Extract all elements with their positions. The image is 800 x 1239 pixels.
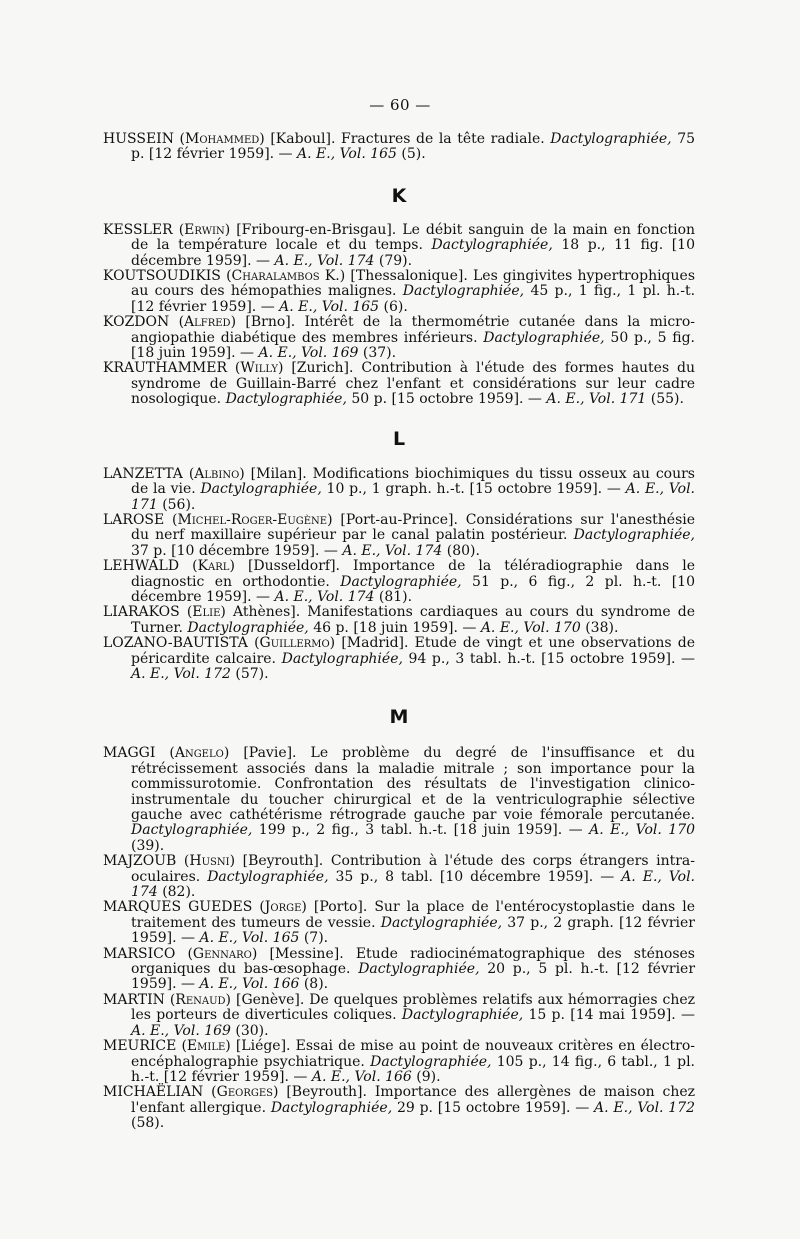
thesis-title: Sur la place de l'entérocystoplastie dans le traitement des tumeurs de vessie.	[131, 899, 695, 931]
bibliography-entry	[103, 605, 695, 636]
author-given-name: (Alfred)	[178, 314, 237, 331]
page-number: — 60 —	[369, 96, 431, 114]
author-given-name: (Georges)	[211, 1084, 279, 1101]
publication-details: 18 p., 11 fig. [10 décembre 1959]. —	[131, 237, 696, 269]
thesis-title: Le problème du degré de l'insuffisance et du rétrécissement associés dans la maladie mitrale ; son importance pour la commissurotomie. Confrontation des résultats de l'investigation clinico-instrumentale du toucher chirurgical et de la ventriculographie sélective gauche avec cathétérisme rétrograde gauche par voie fémorale percutanée.	[131, 745, 696, 823]
volume-reference: A. E., Vol. 170	[480, 619, 581, 636]
author-place: [Porto].	[313, 899, 368, 916]
publication-details: 35 p., 8 tabl. [10 décembre 1959]. —	[335, 868, 615, 885]
volume-reference: A. E., Vol. 174	[342, 542, 443, 559]
volume-reference: A. E., Vol. 172	[131, 665, 231, 682]
author-place: [Zurich].	[291, 360, 354, 377]
author-given-name: (Gennaro)	[187, 945, 258, 962]
publication-type: Dactylographiée,	[225, 391, 347, 408]
author-given-name: (Erwin)	[178, 221, 231, 238]
author-surname: MARSICO	[103, 945, 176, 962]
volume-reference: A. E., Vol. 169	[258, 345, 359, 362]
thesis-title: Etude radiocinématographique des sténoses organiques du bas-œsophage.	[131, 945, 695, 978]
thesis-title: Intérêt de la thermométrie cutanée dans la micro-angiopathie diabétique des membres inférieurs.	[131, 314, 696, 346]
author-surname: KRAUTHAMMER	[103, 360, 227, 377]
bibliography-entry	[103, 269, 695, 315]
author-given-name: (Husni)	[183, 853, 236, 870]
section-letter-k: K	[391, 184, 407, 207]
bibliography-entry	[103, 132, 695, 163]
publication-details: 46 p. [18 juin 1959]. —	[313, 619, 477, 636]
volume-reference: A. E., Vol. 165	[199, 930, 300, 947]
section-letter-m: M	[389, 706, 409, 729]
author-given-name: (Willy)	[234, 360, 284, 377]
bibliography-entry	[103, 900, 695, 946]
entry-number: (56).	[162, 496, 196, 513]
bibliography-entry	[103, 467, 695, 513]
volume-reference: A. E., Vol. 166	[311, 1068, 412, 1085]
volume-reference: A. E., Vol. 165	[297, 146, 397, 163]
author-place: [Madrid].	[341, 635, 409, 652]
publication-type: Dactylographiée,	[187, 619, 309, 636]
publication-details: 199 p., 2 fig., 3 tabl. h.-t. [18 juin 1959]. —	[258, 822, 583, 839]
author-place: [Brno].	[245, 314, 296, 331]
entry-number: (8).	[303, 976, 329, 993]
author-surname: MAJZOUB	[103, 853, 177, 870]
author-surname: KOZDON	[103, 314, 170, 331]
thesis-title: Contribution à l'étude des corps étrangers intra-oculaires.	[131, 853, 695, 885]
thesis-title: Contribution à l'étude des formes hautes du syndrome de Guillain-Barré chez l'enfant et considérations sur leur cadre nosologique.	[131, 360, 696, 408]
publication-type: Dactylographiée,	[370, 1053, 492, 1070]
author-place: [Beyrouth].	[286, 1084, 367, 1101]
author-place: [Beyrouth].	[242, 853, 324, 870]
volume-reference: A. E., Vol. 170	[589, 822, 696, 839]
publication-type: Dactylographiée,	[573, 527, 695, 544]
entry-number: (55).	[650, 391, 684, 408]
volume-reference: A. E., Vol. 171	[546, 391, 647, 408]
author-given-name: (Michel-Roger-Eugène)	[172, 511, 333, 528]
publication-details: 15 p. [14 mai 1959]. —	[528, 1007, 695, 1024]
author-place: [Liége].	[235, 1038, 291, 1055]
author-place: [Kaboul].	[270, 131, 336, 147]
author-place: [Port-au-Prince].	[340, 511, 458, 528]
volume-reference: A. E., Vol. 166	[199, 976, 300, 993]
thesis-title: Importance des allergènes de maison chez l'enfant allergique.	[131, 1084, 696, 1116]
author-given-name: (Jorge)	[259, 899, 307, 916]
entry-number: (7).	[303, 930, 329, 947]
publication-details: 50 p., 5 fig. [18 juin 1959]. —	[131, 329, 696, 362]
entry-number: (30).	[235, 1022, 269, 1039]
entry-number: (81).	[378, 588, 413, 605]
bibliography-entry	[103, 559, 695, 605]
publication-type: Dactylographiée,	[200, 481, 322, 498]
author-place: [Fribourg-en-Brisgau].	[236, 221, 397, 238]
publication-details: 105 p., 14 fig., 6 tabl., 1 pl. h.-t. [12 février 1959]. —	[131, 1053, 696, 1085]
publication-type: Dactylographiée,	[550, 131, 672, 147]
publication-type: Dactylographiée,	[270, 1099, 393, 1116]
author-place: [Pavie].	[243, 745, 297, 762]
bibliography-entry	[103, 1039, 695, 1085]
publication-type: Dactylographiée,	[207, 868, 329, 885]
entry-number: (6).	[383, 298, 408, 315]
publication-details: 29 p. [15 octobre 1959]. —	[396, 1099, 590, 1116]
volume-reference: A. E., Vol. 174	[131, 868, 696, 901]
author-place: [Dusseldorf].	[247, 558, 340, 575]
author-surname: MARTIN	[103, 991, 165, 1008]
author-surname: LOZANO-BAUTISTA	[103, 635, 248, 652]
publication-type: Dactylographiée,	[131, 822, 253, 839]
publication-details: 45 p., 1 fig., 1 pl. h.-t. [12 février 1959]. —	[131, 283, 696, 315]
volume-reference: A. E., Vol. 169	[131, 1022, 231, 1039]
author-surname: MARQUES GUEDES	[103, 899, 253, 916]
publication-type: Dactylographiée,	[281, 650, 403, 667]
publication-type: Dactylographiée,	[431, 237, 553, 254]
bibliography-content	[103, 132, 695, 1132]
thesis-title: Modifications biochimiques du tissu osseux au cours de la vie.	[131, 465, 695, 498]
author-surname: KESSLER	[103, 221, 173, 238]
publication-details: 94 p., 3 tabl. h.-t. [15 octobre 1959]. —	[408, 650, 696, 667]
publication-type: Dactylographiée,	[402, 283, 525, 300]
bibliography-entry	[103, 947, 695, 993]
publication-type: Dactylographiée,	[401, 1007, 524, 1024]
author-given-name: (Renaud)	[169, 991, 232, 1008]
author-given-name: (Guillermo)	[254, 635, 336, 652]
publication-type: Dactylographiée,	[358, 961, 480, 978]
entry-number: (82).	[162, 884, 196, 901]
section-letter-l: L	[392, 427, 406, 450]
author-place: [Milan].	[250, 465, 307, 482]
author-given-name: (Emile)	[181, 1038, 231, 1055]
thesis-title: Le débit sanguin de la main en fonction de la température locale et du temps.	[131, 221, 696, 254]
author-place: Athènes].	[232, 604, 301, 621]
entry-number: (58).	[131, 1115, 165, 1132]
thesis-title: Etude de vingt et une observations de péricardite calcaire.	[131, 635, 695, 667]
author-place: [Messine].	[269, 945, 344, 962]
entry-number: (5).	[401, 146, 426, 163]
entry-number: (57).	[235, 665, 269, 682]
entry-number: (79).	[378, 252, 413, 269]
bibliography-entry	[103, 746, 695, 854]
thesis-title: Considérations sur l'anesthésie du nerf maxillaire supérieur par le canal palatin postérieur.	[131, 511, 696, 544]
entry-number: (39).	[131, 837, 165, 854]
publication-details: 51 p., 6 fig., 2 pl. h.-t. [10 décembre 1959]. —	[131, 573, 695, 605]
volume-reference: A. E., Vol. 165	[279, 298, 380, 315]
entry-number: (37).	[362, 345, 397, 362]
author-place: [Thessalonique].	[350, 268, 468, 285]
publication-details: 75 p. [12 février 1959]. —	[131, 131, 696, 163]
author-surname: LIARAKOS	[103, 604, 180, 621]
author-given-name: (Elie)	[186, 604, 226, 621]
thesis-title: Essai de mise au point de nouveaux critères en électro-encéphalographie psychiatrique.	[131, 1038, 696, 1070]
volume-reference: A. E., Vol. 174	[274, 252, 375, 269]
author-surname: HUSSEIN	[103, 131, 174, 147]
bibliography-entry	[103, 223, 695, 269]
publication-details: 50 p. [15 octobre 1959]. —	[351, 391, 542, 408]
author-surname: MICHAËLIAN	[103, 1084, 204, 1101]
author-given-name: (Mohammed)	[179, 131, 265, 147]
author-given-name: (Charalambos K.)	[226, 268, 346, 285]
author-surname: LEHWALD	[103, 558, 180, 575]
entry-number: (9).	[416, 1068, 441, 1085]
bibliography-entry	[103, 513, 695, 559]
author-surname: MEURICE	[103, 1038, 177, 1055]
publication-type: Dactylographiée,	[340, 573, 462, 590]
thesis-title: De quelques problèmes relatifs aux hémorragies chez les porteurs de diverticules coliques.	[131, 991, 696, 1024]
publication-details: 37 p., 2 graph. [12 février 1959]. —	[131, 914, 695, 947]
bibliography-entry	[103, 315, 695, 361]
thesis-title: Manifestations cardiaques au cours du syndrome de Turner.	[131, 604, 695, 636]
volume-reference: A. E., Vol. 171	[131, 481, 695, 513]
publication-details: 37 p. [10 décembre 1959]. —	[131, 542, 338, 559]
thesis-title: Les gingivites hypertrophiques au cours des hémopathies malignes.	[131, 268, 696, 300]
bibliography-entry	[103, 636, 695, 682]
volume-reference: A. E., Vol. 172	[594, 1099, 696, 1116]
thesis-title: Fractures de la tête radiale.	[341, 131, 545, 147]
bibliography-entry	[103, 361, 695, 407]
publication-details: 20 p., 5 pl. h.-t. [12 février 1959]. —	[131, 961, 696, 993]
author-place: [Genève].	[235, 991, 305, 1008]
entry-number: (38).	[585, 619, 619, 636]
thesis-title: Importance de la téléradiographie dans le diagnostic en orthodontie.	[131, 558, 696, 590]
bibliography-entry	[103, 993, 695, 1039]
bibliography-entry	[103, 1085, 695, 1131]
author-surname: LAROSE	[103, 511, 165, 528]
author-surname: LANZETTA	[103, 465, 183, 482]
author-given-name: (Angelo)	[169, 745, 230, 762]
volume-reference: A. E., Vol. 174	[274, 588, 375, 605]
publication-details: 10 p., 1 graph. h.-t. [15 octobre 1959]. —	[326, 481, 621, 498]
publication-type: Dactylographiée,	[483, 329, 605, 346]
entry-number: (80).	[446, 542, 480, 559]
author-surname: MAGGI	[103, 745, 156, 762]
author-surname: KOUTSOUDIKIS	[103, 268, 221, 285]
author-given-name: (Albino)	[188, 465, 245, 482]
author-given-name: (Karl)	[192, 558, 235, 575]
publication-type: Dactylographiée,	[380, 914, 503, 931]
bibliography-entry	[103, 854, 695, 900]
